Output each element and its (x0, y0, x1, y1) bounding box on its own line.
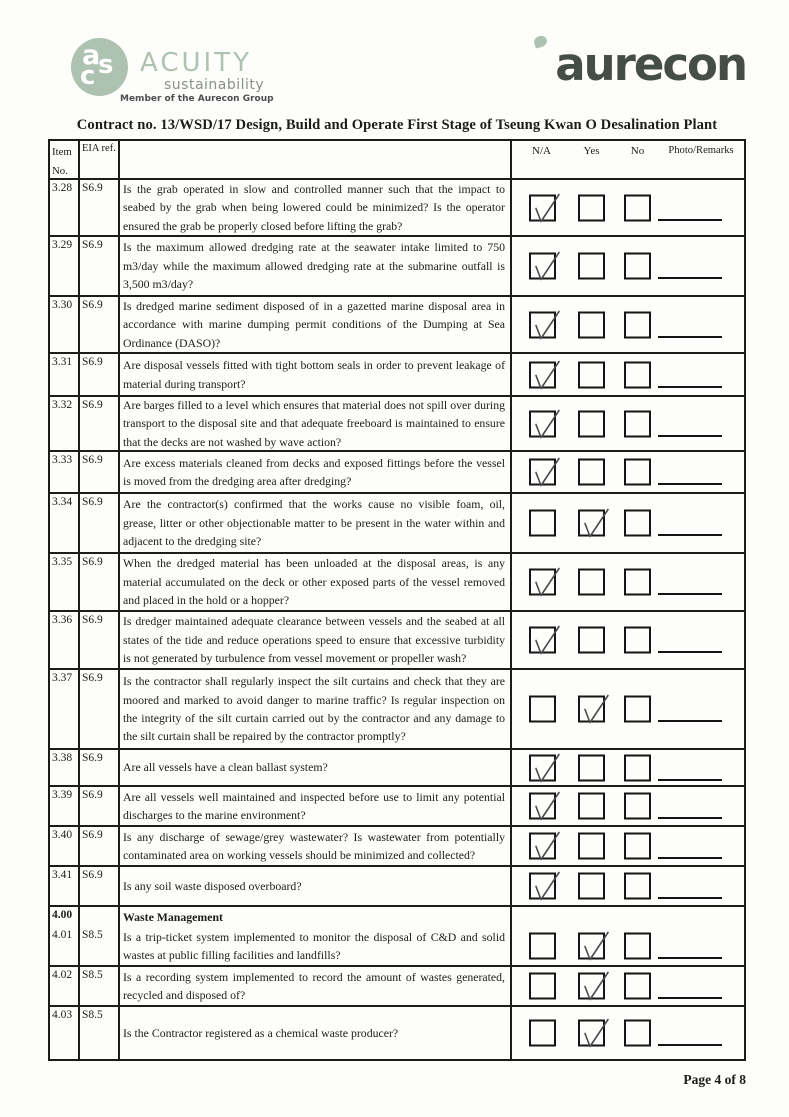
answer-cell (512, 554, 744, 610)
question-cell (120, 670, 512, 748)
eia-ref: S8.5 (80, 1007, 120, 1059)
table-row (50, 907, 744, 927)
remarks-line (658, 435, 722, 437)
eia-ref: S8.5 (80, 967, 120, 1005)
question-cell (120, 967, 512, 1005)
item-no: 4.01 (50, 927, 80, 965)
question-cell (120, 1007, 512, 1059)
question-cell (120, 237, 512, 295)
yes-checkbox (578, 973, 605, 1000)
tick-mark-icon (528, 623, 562, 659)
header-yes-label: Yes (583, 145, 600, 157)
item-no: 4.03 (50, 1007, 80, 1059)
remarks-line (658, 957, 722, 959)
tick-mark-icon (528, 249, 562, 285)
question-text: Is a trip-ticket system implemented to monitor the disposal of C&D and solid wastes at public filling facilities and landfills? (123, 929, 505, 962)
eia-ref (80, 907, 120, 927)
answer-cell (512, 670, 744, 748)
header-item-no (50, 141, 80, 181)
question-text: Are all vessels have a clean ballast system? (123, 760, 328, 775)
question-text: Is the Contractor registered as a chemical waste producer? (123, 1025, 399, 1040)
acuity-monogram-icon (71, 38, 128, 96)
no-checkbox (624, 793, 651, 820)
na-checkbox (529, 194, 556, 221)
question-cell (120, 927, 512, 965)
question-text: Is dredger maintained adequate clearance between vessels and the seabed at all states of the tide and reduce operations speed to ensure that excessive turbidity is not generated by turbulence from vessel movement or propeller wash? (123, 614, 505, 666)
table-row (50, 787, 744, 827)
no-checkbox (624, 627, 651, 654)
question-cell (120, 867, 512, 905)
tick-mark-icon (528, 869, 562, 905)
item-no: 3.37 (50, 670, 80, 748)
item-no: 4.02 (50, 967, 80, 1005)
eia-ref: S6.9 (80, 554, 120, 610)
table-row (50, 180, 744, 237)
na-checkbox (529, 311, 556, 338)
item-no: 3.36 (50, 612, 80, 668)
eia-ref: S6.9 (80, 612, 120, 668)
question-text: Is the grab operated in slow and controlled manner such that the impact to seabed by the grab when being lowered could be minimized? Is the operator ensured the grab be properly closed before lifting the grab? (123, 181, 505, 233)
answer-cell (512, 750, 744, 785)
tick-mark-icon (528, 789, 562, 825)
eia-ref: S8.5 (80, 927, 120, 965)
no-checkbox (624, 933, 651, 960)
question-cell (120, 612, 512, 668)
answer-cell (512, 1007, 744, 1059)
yes-checkbox (578, 361, 605, 388)
question-cell (120, 397, 512, 450)
no-checkbox (624, 510, 651, 537)
header-question-blank (120, 141, 512, 181)
item-no: 3.32 (50, 397, 80, 450)
aurecon-leaf-icon (533, 34, 549, 48)
table-header-row (50, 141, 744, 180)
item-no: 3.38 (50, 750, 80, 785)
page-title: Contract no. 13/WSD/17 Design, Build and Operate First Stage of Tseung Kwan O Desalination Plant (76, 117, 718, 133)
yes-checkbox (578, 873, 605, 900)
header-na-label: N/A (532, 145, 551, 157)
aurecon-wordmark: aurecon (555, 38, 746, 91)
na-checkbox (529, 933, 556, 960)
no-checkbox (624, 973, 651, 1000)
yes-checkbox (578, 933, 605, 960)
question-cell (120, 750, 512, 785)
tick-mark-icon (577, 969, 611, 1005)
item-no: 3.41 (50, 867, 80, 905)
na-checkbox (529, 754, 556, 781)
no-checkbox (624, 1020, 651, 1047)
na-checkbox (529, 793, 556, 820)
eia-ref: S6.9 (80, 494, 120, 552)
na-checkbox (529, 696, 556, 723)
monogram-letter: c (80, 61, 96, 91)
na-checkbox (529, 361, 556, 388)
remarks-line (658, 593, 722, 595)
no-checkbox (624, 361, 651, 388)
tick-mark-icon (577, 506, 611, 542)
question-cell (120, 452, 512, 492)
yes-checkbox (578, 627, 605, 654)
table-row (50, 237, 744, 297)
remarks-line (658, 651, 722, 653)
item-no: 3.34 (50, 494, 80, 552)
monogram-letter: s (98, 50, 114, 80)
na-checkbox (529, 253, 556, 280)
aurecon-logo (522, 38, 746, 91)
eia-ref: S6.9 (80, 827, 120, 865)
remarks-line (658, 720, 722, 722)
table-row (50, 967, 744, 1007)
question-cell (120, 554, 512, 610)
na-checkbox (529, 1020, 556, 1047)
table-row (50, 612, 744, 670)
tick-mark-icon (528, 565, 562, 601)
yes-checkbox (578, 410, 605, 437)
item-no: 3.33 (50, 452, 80, 492)
table-row (50, 354, 744, 397)
question-text: Is the contractor shall regularly inspect the silt curtains and check that they are moored and marked to avoid danger to marine traffic? Is regular inspection on the integrity of the silt curtain carried out by the contractor and any damage to the silt curtain shall be repaired by the contractor promptly? (123, 674, 505, 744)
remarks-line (658, 997, 722, 999)
question-text: Are excess materials cleaned from decks and exposed fittings before the vessel is moved from the dredging area after dredging? (123, 455, 505, 488)
answer-cell (512, 494, 744, 552)
answer-cell (512, 612, 744, 668)
question-text: Are the contractor(s) confirmed that the works cause no visible foam, oil, grease, litter or other objectionable matter to be present in the water within and adjacent to the dredging site? (123, 497, 505, 549)
question-text: Is the maximum allowed dredging rate at the seawater intake limited to 750 m3/day while the maximum allowed dredging rate at the submarine outfall is 3,500 m3/day? (123, 240, 505, 292)
table-row (50, 670, 744, 750)
question-text: Is a recording system implemented to record the amount of wastes generated, recycled and disposed of? (123, 969, 505, 1002)
answer-cell (512, 297, 744, 352)
item-no: 3.40 (50, 827, 80, 865)
eia-ref: S6.9 (80, 397, 120, 450)
eia-ref: S6.9 (80, 670, 120, 748)
table-row (50, 494, 744, 554)
no-checkbox (624, 311, 651, 338)
no-checkbox (624, 833, 651, 860)
remarks-line (658, 857, 722, 859)
remarks-line (658, 897, 722, 899)
tick-mark-icon (528, 307, 562, 343)
remarks-line (658, 386, 722, 388)
item-no: 4.00 (50, 907, 80, 927)
eia-ref: S6.9 (80, 354, 120, 395)
yes-checkbox (578, 754, 605, 781)
answer-cell (512, 354, 744, 395)
table-row (50, 927, 744, 967)
remarks-line (658, 779, 722, 781)
na-checkbox (529, 459, 556, 486)
monogram-letter: a (82, 40, 101, 71)
remarks-line (658, 534, 722, 536)
remarks-line (658, 1044, 722, 1046)
table-row (50, 827, 744, 867)
tick-mark-icon (528, 190, 562, 226)
item-no: 3.39 (50, 787, 80, 825)
na-checkbox (529, 569, 556, 596)
no-checkbox (624, 194, 651, 221)
yes-checkbox (578, 253, 605, 280)
eia-ref: S6.9 (80, 237, 120, 295)
acuity-logo-name: ACUITY (140, 48, 252, 78)
remarks-line (658, 277, 722, 279)
table-row (50, 452, 744, 494)
eia-ref: S6.9 (80, 787, 120, 825)
item-no: 3.35 (50, 554, 80, 610)
question-text: When the dredged material has been unloaded at the disposal areas, is any material accumulated on the deck or other exposed parts of the vessel removed and placed in the hold or a hopper? (123, 556, 505, 608)
answer-cell (512, 967, 744, 1005)
yes-checkbox (578, 569, 605, 596)
no-checkbox (624, 410, 651, 437)
yes-checkbox (578, 311, 605, 338)
no-checkbox (624, 253, 651, 280)
remarks-line (658, 483, 722, 485)
item-no: 3.29 (50, 237, 80, 295)
eia-ref: S6.9 (80, 452, 120, 492)
answer-cell (512, 907, 744, 927)
no-checkbox (624, 569, 651, 596)
table-row (50, 750, 744, 787)
tick-mark-icon (577, 929, 611, 965)
page-number: Page 4 of 8 (683, 1072, 746, 1087)
header-item-line2: No. (52, 165, 68, 177)
tick-mark-icon (577, 692, 611, 728)
yes-checkbox (578, 194, 605, 221)
question-cell (120, 787, 512, 825)
question-cell (120, 297, 512, 352)
question-text: Is any discharge of sewage/grey wastewater? Is wastewater from potentially contaminated area on working vessels should be minimized and collected? (123, 829, 505, 862)
item-no: 3.31 (50, 354, 80, 395)
na-checkbox (529, 510, 556, 537)
answer-cell (512, 237, 744, 295)
yes-checkbox (578, 833, 605, 860)
acuity-member-text: Member of the Aurecon Group (120, 94, 274, 104)
answer-cell (512, 927, 744, 965)
no-checkbox (624, 459, 651, 486)
tick-mark-icon (528, 829, 562, 865)
question-text: Is dredged marine sediment disposed of in a gazetted marine disposal area in accordance with marine dumping permit conditions of the Dumping at Sea Ordinance (DASO)? (123, 298, 505, 350)
table-row (50, 297, 744, 354)
na-checkbox (529, 973, 556, 1000)
tick-mark-icon (528, 750, 562, 786)
answer-cell (512, 452, 744, 492)
remarks-line (658, 219, 722, 221)
question-text: Waste Management (123, 910, 223, 924)
header-remarks-label: Photo/Remarks (668, 145, 734, 156)
question-cell (120, 494, 512, 552)
question-text: Are all vessels well maintained and inspected before use to limit any potential discharges to the marine environment? (123, 789, 505, 822)
yes-checkbox (578, 1020, 605, 1047)
yes-checkbox (578, 459, 605, 486)
header-item-line1: Item (52, 146, 72, 158)
question-cell (120, 180, 512, 235)
tick-mark-icon (577, 1016, 611, 1052)
no-checkbox (624, 754, 651, 781)
tick-mark-icon (528, 406, 562, 442)
question-text: Is any soil waste disposed overboard? (123, 878, 302, 893)
answer-cell (512, 867, 744, 905)
tick-mark-icon (528, 357, 562, 393)
header-answer-cell (512, 141, 744, 181)
question-cell (120, 354, 512, 395)
eia-ref: S6.9 (80, 297, 120, 352)
no-checkbox (624, 873, 651, 900)
yes-checkbox (578, 510, 605, 537)
table-row (50, 554, 744, 612)
na-checkbox (529, 833, 556, 860)
na-checkbox (529, 410, 556, 437)
eia-ref: S6.9 (80, 867, 120, 905)
remarks-line (658, 817, 722, 819)
remarks-line (658, 336, 722, 338)
question-cell (120, 907, 512, 927)
answer-cell (512, 827, 744, 865)
na-checkbox (529, 627, 556, 654)
question-cell (120, 827, 512, 865)
acuity-logo-tagline: sustainability (164, 77, 265, 93)
eia-ref: S6.9 (80, 180, 120, 235)
yes-checkbox (578, 696, 605, 723)
no-checkbox (624, 696, 651, 723)
table-row (50, 397, 744, 452)
table-row (50, 867, 744, 907)
header-eia-ref: EIA ref. (80, 141, 120, 181)
answer-cell (512, 180, 744, 235)
answer-cell (512, 787, 744, 825)
tick-mark-icon (528, 455, 562, 491)
checklist-table (48, 139, 746, 1061)
header-no-label: No (630, 145, 645, 157)
question-text: Are barges filled to a level which ensures that material does not spill over during transport to the disposal site and that adequate freeboard is maintained to ensure that the decks are not washed by wave action? (123, 397, 505, 449)
item-no: 3.30 (50, 297, 80, 352)
na-checkbox (529, 873, 556, 900)
yes-checkbox (578, 793, 605, 820)
answer-cell (512, 397, 744, 450)
eia-ref: S6.9 (80, 750, 120, 785)
table-row (50, 1007, 744, 1059)
item-no: 3.28 (50, 180, 80, 235)
question-text: Are disposal vessels fitted with tight bottom seals in order to prevent leakage of material during transport? (123, 358, 505, 391)
